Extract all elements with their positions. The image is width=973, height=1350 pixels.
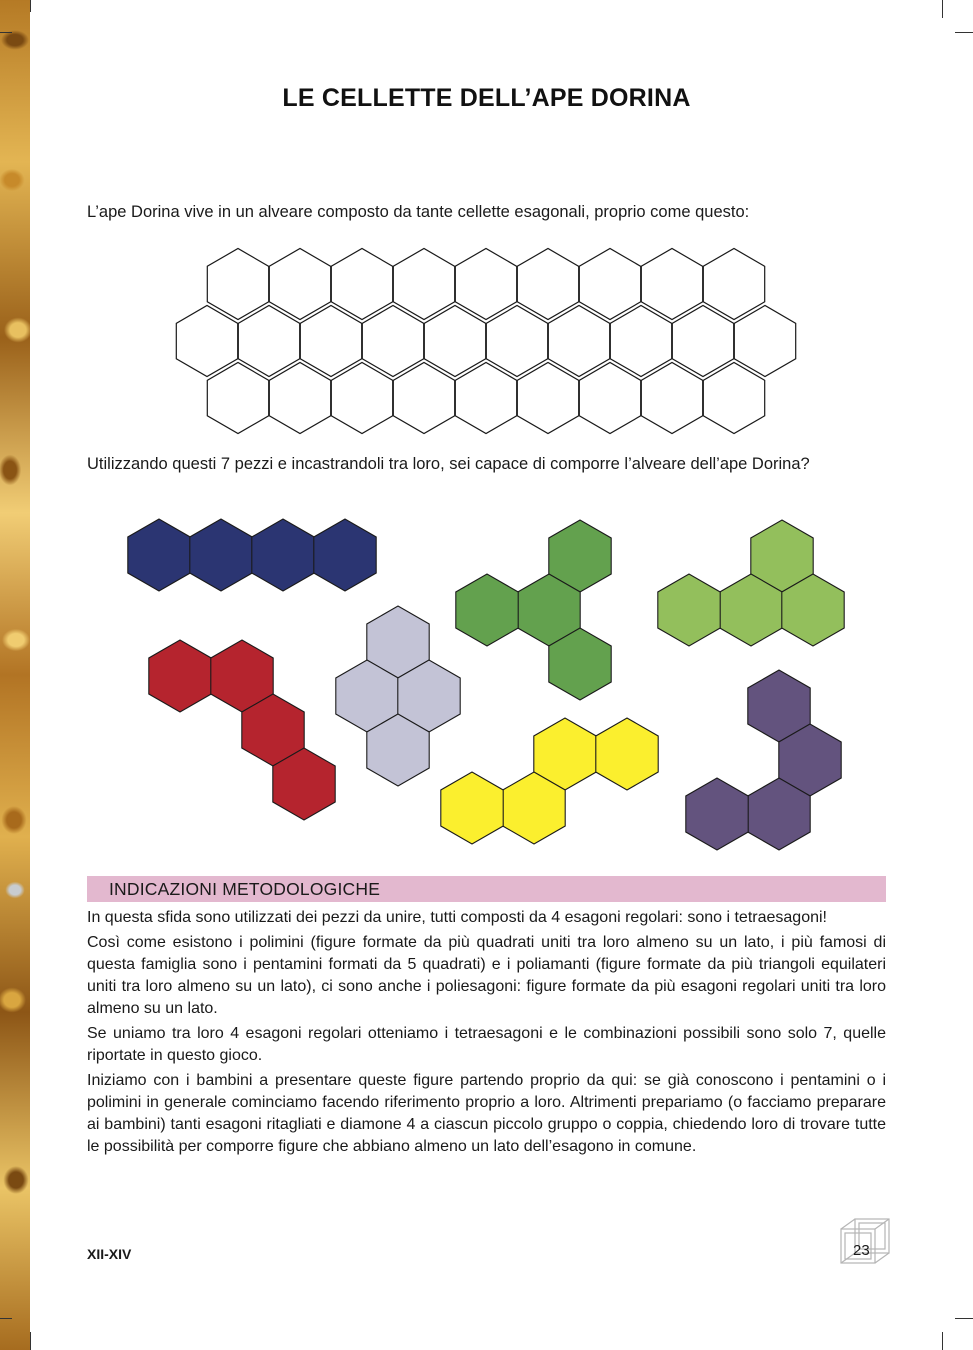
piece-purple-arch	[686, 670, 841, 850]
crop-mark	[0, 1318, 12, 1319]
crop-mark	[955, 1318, 973, 1319]
section-title: INDICAZIONI METODOLOGICHE	[109, 879, 381, 899]
hexagon-cell	[641, 363, 702, 434]
piece-green-propeller	[456, 520, 611, 700]
crop-mark	[955, 32, 973, 33]
hexagon-cell	[517, 249, 578, 320]
paragraph: In questa sfida sono utilizzati dei pezzi da unire, tutti composti da 4 esagoni regolari: sono i tetraesagoni!	[87, 909, 827, 926]
hexagon-cell	[517, 363, 578, 434]
hexagon-cell	[455, 249, 516, 320]
hexagon-cell	[456, 574, 518, 646]
hexagon-cell	[548, 306, 609, 377]
hexagon-cell	[455, 363, 516, 434]
hexagon-cell	[207, 249, 268, 320]
hexagon-cell	[128, 519, 190, 591]
hexagon-cell	[658, 574, 720, 646]
hexagon-cell	[176, 306, 237, 377]
level-code: XII-XIV	[87, 1246, 132, 1262]
hexagon-cell	[579, 363, 640, 434]
piece-yellow-wave	[441, 718, 658, 844]
hexagon-cell	[190, 519, 252, 591]
page-number: 23	[853, 1242, 870, 1259]
crop-mark	[942, 0, 943, 18]
piece-lavender-bee	[336, 606, 460, 786]
hexagon-cell	[269, 363, 330, 434]
hexagon-cell	[393, 363, 454, 434]
section-header-bar	[87, 876, 886, 902]
hexagon-cell	[734, 306, 795, 377]
piece-navy-straight	[128, 519, 376, 591]
crop-mark	[30, 1332, 31, 1350]
intro-text: L’ape Dorina vive in un alveare composto da tante cellette esagonali, proprio come questo:	[87, 203, 750, 221]
hexagon-cell	[610, 306, 671, 377]
page-title: LE CELLETTE DELL’APE DORINA	[282, 84, 691, 112]
piece-red-bar	[149, 640, 335, 820]
hexagon-cell	[331, 363, 392, 434]
hexagon-cell	[686, 778, 748, 850]
hexagon-cell	[424, 306, 485, 377]
hexagon-cell	[641, 249, 702, 320]
hexagon-cell	[238, 306, 299, 377]
question-text: Utilizzando questi 7 pezzi e incastrandoli tra loro, sei capace di comporre l’alveare dell’ape Dorina?	[87, 455, 810, 473]
hexagon-cell	[314, 519, 376, 591]
hexagon-cell	[331, 249, 392, 320]
paragraph: Se uniamo tra loro 4 esagoni regolari otteniamo i tetraesagoni e le combinazioni possibili sono solo 7, quelle riportate in questo gioco.	[87, 1025, 886, 1064]
crop-mark	[942, 1332, 943, 1350]
tetrahex-pieces	[0, 510, 973, 860]
hexagon-cell	[703, 249, 764, 320]
hexagon-cell	[269, 249, 330, 320]
hexagon-cell	[703, 363, 764, 434]
paragraph: Iniziamo con i bambini a presentare queste figure partendo proprio da qui: se già conoscono i pentamini o i polimini in generale cominciamo facendo riferimento proprio a loro. Altrimenti prepariamo (o facciamo preparare ai bambini) tanti esagoni ritagliati e diamone 4 a ciascun piccolo gruppo o coppia, chiedendo loro di trovare tutte le possibilità per comporre figure che abbiano almeno un lato dell’esagono in comune.	[87, 1072, 886, 1155]
hexagon-cell	[596, 718, 658, 790]
hexagon-cell	[252, 519, 314, 591]
crop-mark	[0, 32, 12, 33]
paragraph: Così come esistono i polimini (figure formate da più quadrati uniti tra loro almeno su un lato, i più famosi di questa famiglia sono i pentamini formati da 5 quadrati) e i poliamanti (figure formate da più triangoli equilateri uniti tra loro almeno su un lato), ci sono anche i poliesagoni: figure formate da più esagoni regolari uniti tra loro almeno su un lato.	[87, 934, 886, 1017]
hexagon-cell	[207, 363, 268, 434]
methodology-text	[87, 907, 886, 1161]
hexagon-cell	[300, 306, 361, 377]
hexagon-cell	[579, 249, 640, 320]
hexagon-cell	[672, 306, 733, 377]
hexagon-cell	[441, 772, 503, 844]
hexagon-cell	[393, 249, 454, 320]
hexagon-cell	[486, 306, 547, 377]
hexagon-cell	[362, 306, 423, 377]
piece-light-green-pistol	[658, 520, 844, 646]
crop-mark	[30, 0, 31, 12]
hexagon-cell	[149, 640, 211, 712]
beehive-grid	[0, 238, 973, 438]
